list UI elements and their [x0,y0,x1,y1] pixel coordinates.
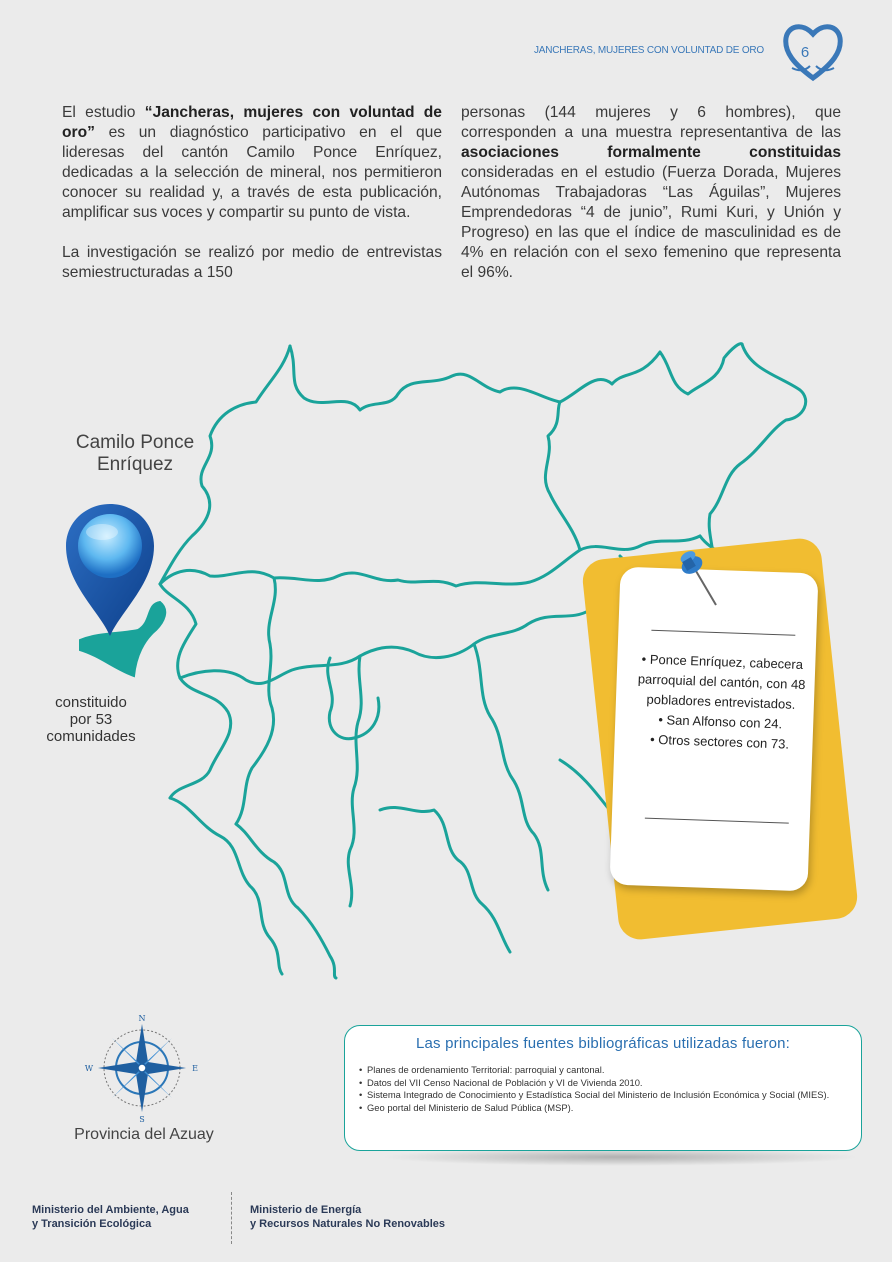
note-item: • Otros sectores con 73. [649,731,790,752]
province-caption: Provincia del Azuay [74,1126,214,1143]
source-item: • Planes de ordenamiento Territorial: parroquial y cantonal. [357,1064,857,1077]
intro-text: personas (144 mujeres y 6 hombres), que corresponden a una muestra representantiva de las [461,104,841,141]
canton-label-line: Camilo Ponce [75,432,195,453]
associations-bold: asociaciones formalmente constituidas [461,144,841,161]
page-number: 6 [800,44,810,61]
note-divider [651,630,795,636]
compass-west-label: W [84,1064,94,1073]
intro-text: es un diagnóstico participativo en el que lideresas del cantón Camilo Ponce Enríquez, dedicadas a la selección de mineral, nos permitieron conocer su realidad y, a través de esta publicación, amplificar sus voces y compartir su punto de vista. [62,124,442,221]
note-divider [645,818,789,824]
intro-paragraph-3 [461,103,841,283]
canton-label-line: Enríquez [96,454,174,475]
source-item: • Sistema Integrado de Conocimiento y Estadística Social del Ministerio de Inclusión Económica y Social (MIES). [357,1089,857,1102]
header-title: JANCHERAS, MUJERES CON VOLUNTAD DE ORO [533,45,764,56]
compass-north-label: N [138,1014,146,1023]
study-title-bold: “Jancheras, mujeres con voluntad de oro” [62,104,442,141]
footer-ministry-environment [32,1203,189,1231]
communities-label-line: constituido [55,694,127,711]
footer-divider [231,1192,232,1244]
footer-line: y Recursos Naturales No Renovables [250,1218,446,1230]
source-item: • Geo portal del Ministerio de Salud Pública (MSP). [357,1102,857,1115]
compass-rose-icon [82,1012,202,1124]
footer-ministry-energy [250,1203,445,1231]
intro-paragraph-1 [62,103,442,223]
heart-hands-logo-icon [782,20,844,84]
intro-text: El estudio [62,104,145,121]
sources-list [357,1064,857,1114]
communities-label [30,694,152,745]
sources-title: Las principales fuentes bibliográficas utilizadas fueron: [415,1035,791,1052]
intro-right-column [461,103,841,303]
canton-label [40,432,230,476]
note-text [624,649,817,756]
compass-south-label: S [139,1115,145,1124]
footer-line: Ministerio del Ambiente, Agua [32,1204,189,1216]
intro-left-column [62,103,442,303]
footer-line: Ministerio de Energía [250,1204,362,1216]
compass-east-label: E [192,1064,198,1073]
intro-text: consideradas en el estudio (Fuerza Dorada, Mujeres Autónomas Trabajadoras “Las Águilas”, Mujeres Emprendedoras “4 de junio”, Rumi Kuri, y Unión y Progreso) en las que el índice de masculinidad es de 4% en relación con el sexo femenino que representa el 96%. [461,164,841,281]
sources-box [344,1025,862,1151]
note-item: • San Alfonso con 24. [658,712,783,732]
intro-paragraph-2: La investigación se realizó por medio de entrevistas semiestructuradas a 150 [62,244,442,281]
location-pin-icon [62,500,158,640]
note-item: • Ponce Enríquez, cabecera parroquial del cantón, con 48 pobladores entrevistados. [637,651,806,712]
footer-line: y Transición Ecológica [32,1218,152,1230]
communities-label-line: comunidades [46,728,136,745]
pushpin-icon [670,545,730,610]
source-item: • Datos del VII Censo Nacional de Población y VI de Vivienda 2010. [357,1077,857,1090]
sticky-note-card [610,567,819,892]
communities-label-line: por 53 [69,711,113,728]
